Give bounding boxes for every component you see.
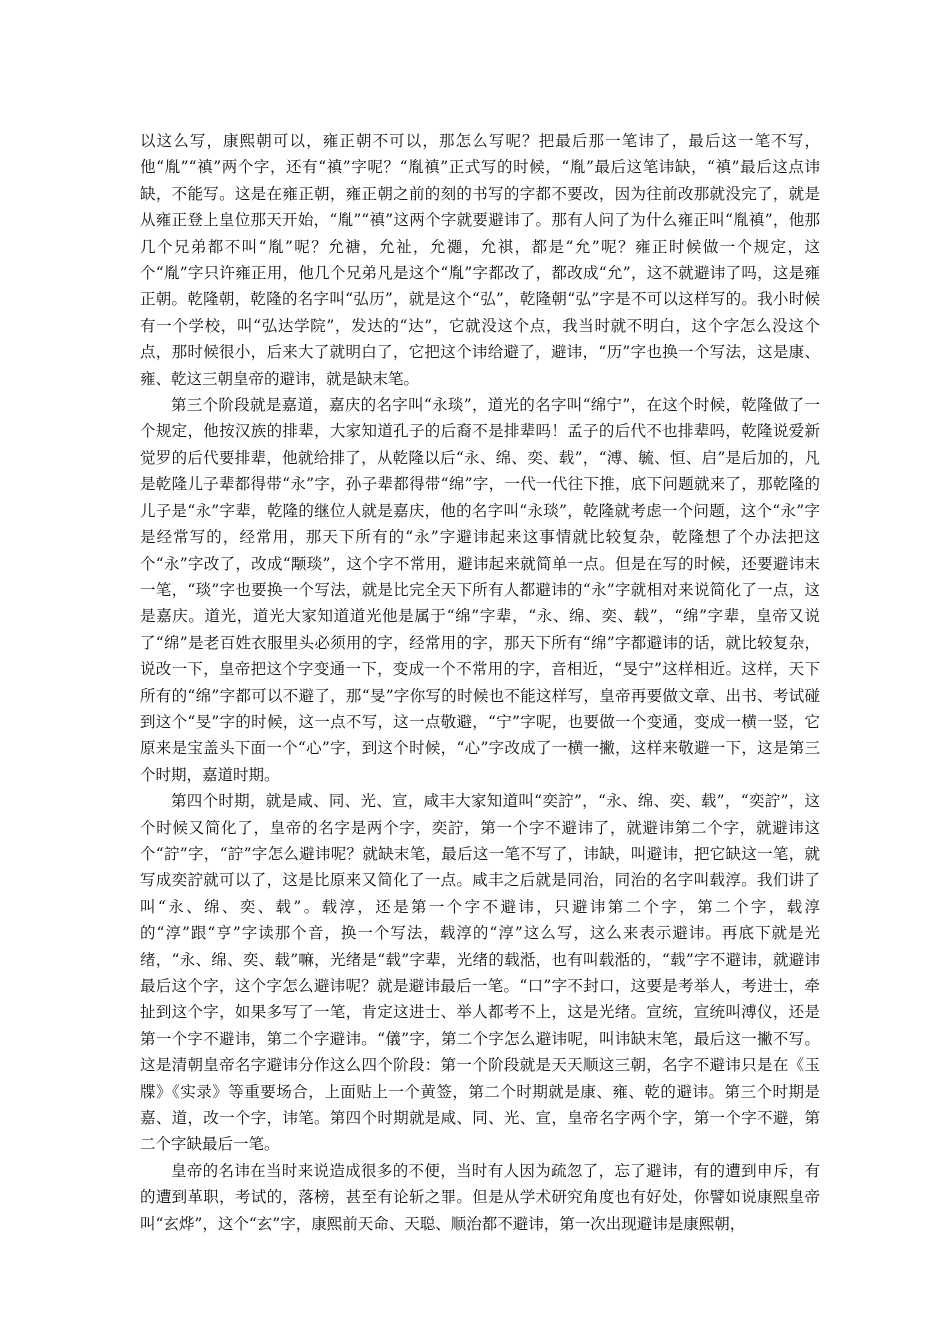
paragraph-continuation: 以这么写，康熙朝可以，雍正朝不可以，那怎么写呢？把最后那一笔讳了，最后这一笔不写，他“胤”“禛”两个字，还有“禛”字呢？“胤禛”正式写的时候，“胤”最后这笔讳缺，“禛”最后这点讳缺，不能写。这是在雍正朝，雍正朝之前的刻的书写的字都不要改，因为往前改那就没完了，就是从雍正登上皇位那天开始，“胤”“禛”这两个字就要避讳了。那有人问了为什么雍正叫“胤禛”，他那几个兄弟都不叫“胤”呢？允禟，允祉，允禵，允祺，都是“允”呢？雍正时候做一个规定，这个“胤”字只许雍正用，他几个兄弟凡是这个“胤”字都改了，都改成“允”，这不就避讳了吗，这是雍正朝。乾隆朝，乾隆的名字叫“弘历”，就是这个“弘”，乾隆朝“弘”字是不可以这样写的。我小时候有一个学校，叫“弘达学院”，发达的“达”，它就没这个点，我当时就不明白，这个字怎么没这个点，那时候很小，后来大了就明白了，它把这个讳给避了，避讳，“历”字也换一个写法，这是康、雍、乾这三朝皇帝的避讳，就是缺末笔。	[140, 132, 820, 388]
document-page	[140, 128, 820, 1237]
paragraph-third-period: 第三个阶段就是嘉道，嘉庆的名字叫“永琰”，道光的名字叫“绵宁”，在这个时候，乾隆做了一个规定，他按汉族的排辈，大家知道孔子的后裔不是排辈吗！孟子的后代不也排辈吗，乾隆说爱新觉罗的后代要排辈，他就给排了，从乾隆以后“永、绵、奕、载”，“溥、毓、恒、启”是后加的，凡是乾隆儿子辈都得带“永”字，孙子辈都得带“绵”字，一代一代往下推，底下问题就来了，那乾隆的儿子是“永”字辈，乾隆的继位人就是嘉庆，他的名字叫“永琰”，乾隆就考虑一个问题，这个“永”字是经常写的，经常用，那天下所有的“永”字避讳起来这事情就比较复杂，乾隆想了个办法把这个“永”字改了，改成“颙琰”，这个字不常用，避讳起来就简单一点。但是在写的时候，还要避讳末一笔，“琰”字也要换一个写法，就是比完全天下所有人都避讳的“永”字就相对来说简化了一点，这是嘉庆。道光，道光大家知道道光他是属于“绵”字辈，“永、绵、奕、载”，“绵”字辈，皇帝又说了“绵”是老百姓衣服里头必须用的字，经常用的字，那天下所有“绵”字都避讳的话，就比较复杂，说改一下，皇帝把这个字变通一下，变成一个不常用的字，音相近，“旻宁”这样相近。这样，天下所有的“绵”字都可以不避了，那“旻”字你写的时候也不能这样写，皇帝再要做文章、出书、考试碰到这个“旻”字的时候，这一点不写，这一点敬避，“宁”字呢，也要做一个变通，变成一横一竖，它原来是宝盖头下面一个“心”字，到这个时候，“心”字改成了一横一撇，这样来敬避一下，这是第三个时期，嘉道时期。	[140, 396, 820, 784]
paragraph-fourth-period: 第四个时期，就是咸、同、光、宣，咸丰大家知道叫“奕詝”，“永、绵、奕、载”，“奕詝”，这个时候又简化了，皇帝的名字是两个字，奕詝，第一个字不避讳了，就避讳第二个字，就避讳这个“詝”字，“詝”字怎么避讳呢？就缺末笔，最后这一笔不写了，讳缺，叫避讳，把它缺这一笔，就写成奕詝就可以了，这是比原来又简化了一点。咸丰之后就是同治，同治的名字叫载淳。我们讲了叫“永、绵、奕、载”。载淳，还是第一个字不避讳，只避讳第二个字，第二个字，载淳的“淳”跟“亨”字读那个音，换一个写法，载淳的“淳”这么写，这么来表示避讳。再底下就是光绪，“永、绵、奕、载”嘛，光绪是“载”字辈，光绪的载湉，也有叫载湉的，“载”字不避讳，就避讳最后这个字，这个字怎么避讳呢？就是避讳最后一笔。“口”字不封口，这要是考举人，考进士，牵扯到这个字，如果多写了一笔，肯定这进士、举人都考不上，这是光绪。宣统，宣统叫溥仪，还是第一个字不避讳，第二个字避讳。“儀”字，第二个字怎么避讳呢，叫讳缺末笔，最后这一撇不写。这是清朝皇帝名字避讳分作这么四个阶段：第一个阶段就是天天顺这三朝，名字不避讳只是在《玉牒》《实录》等重要场合，上面贴上一个黄签，第二个时期就是康、雍、乾的避讳。第三个时期是嘉、道，改一个字，讳笔。第四个时期就是咸、同、光、宣，皇帝名字两个字，第一个字不避，第二个字缺最后一笔。	[140, 792, 820, 1154]
paragraph-taboo-effects: 皇帝的名讳在当时来说造成很多的不便，当时有人因为疏忽了，忘了避讳，有的遭到申斥，有的遭到革职，考试的，落榜，甚至有论斩之罪。但是从学术研究角度也有好处，你譬如说康熙皇帝叫“玄烨”，这个“玄”字，康熙前天命、天聪、顺治都不避讳，第一次出现避讳是康熙朝，	[140, 1161, 820, 1233]
